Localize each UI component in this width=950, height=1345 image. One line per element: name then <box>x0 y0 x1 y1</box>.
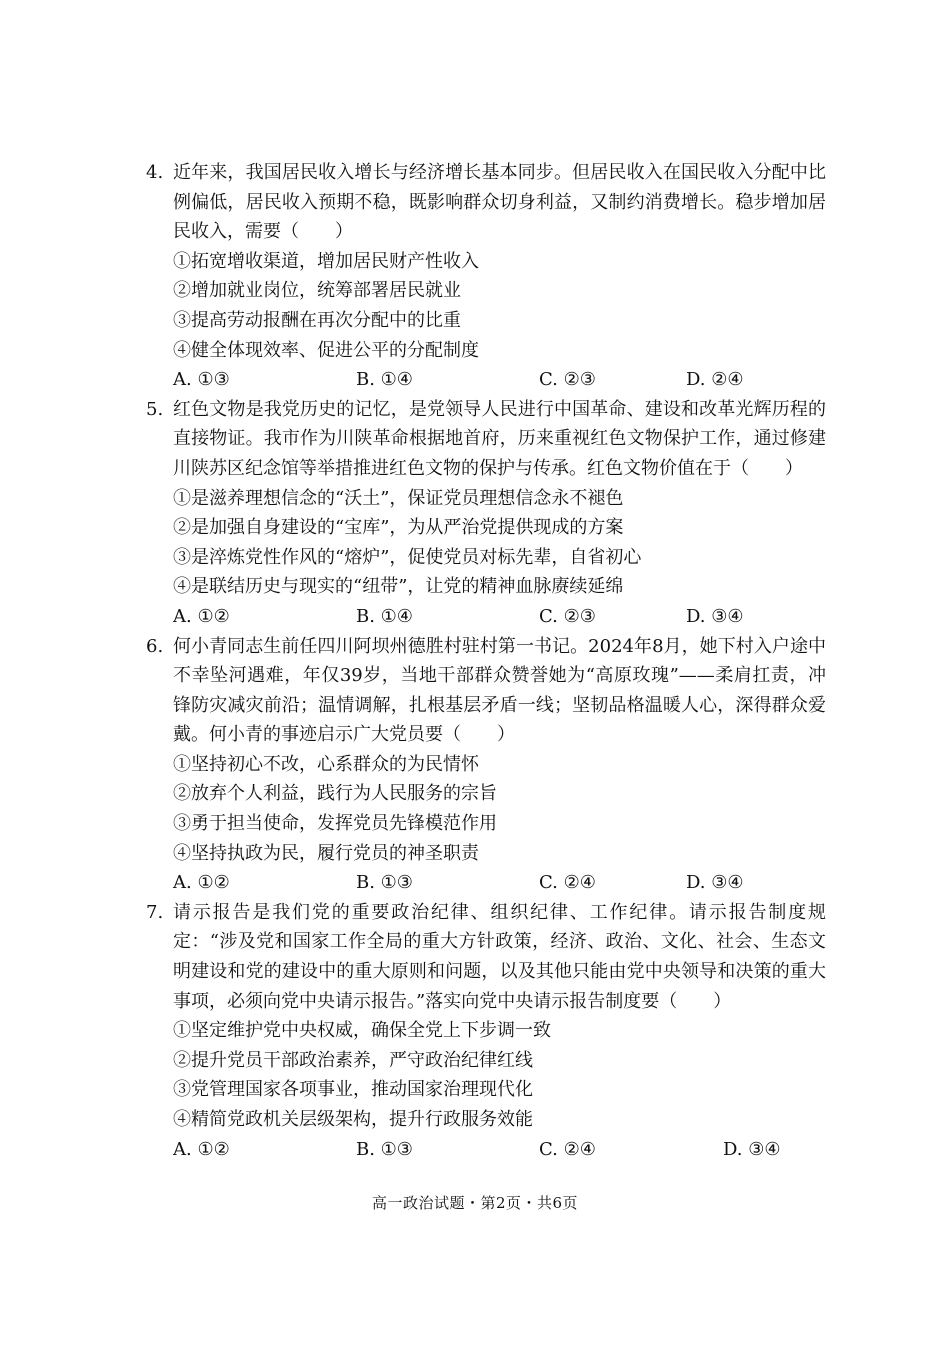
statement: ①是滋养理想信念的“沃土”，保证党员理想信念永不褪色 <box>173 487 624 509</box>
statement: ④精简党政机关层级架构，提升行政服务效能 <box>173 1109 533 1130</box>
answer-options <box>146 868 826 898</box>
option-a: A. ①② <box>173 1138 230 1160</box>
statement: ③党管理国家各项事业，推动国家治理现代化 <box>173 1079 533 1101</box>
option-d: D. ③④ <box>686 872 744 894</box>
option-c: C. ②④ <box>539 872 596 894</box>
statement: ②提升党员干部政治素养，严守政治纪律红线 <box>173 1049 533 1071</box>
statement: ①拓宽增收渠道，增加居民财产性收入 <box>173 250 479 272</box>
question-stem: 请示报告是我们党的重要政治纪律、组织纪律、工作纪律。请示报告制度规定：“涉及党和国家工作全局的重大方针政策，经济、政治、文化、社会、生态文明建设和党的建设中的重大原则和问题，以及其他只能由党中央领导和决策的重大事项，必须向党中央请示报告。”落实向党中央请示报告制度要（ ） <box>173 901 826 1012</box>
option-b: B. ①④ <box>356 369 413 391</box>
statement: ①坚定维护党中央权威，确保全党上下步调一致 <box>173 1020 551 1042</box>
answer-options <box>146 365 826 395</box>
question-number: 7. <box>146 901 164 923</box>
question-7-row <box>146 898 826 1016</box>
question-list <box>146 158 826 1164</box>
question-number: 5. <box>146 398 164 420</box>
option-a: A. ①③ <box>173 369 230 391</box>
question-stem: 何小青同志生前任四川阿坝州德胜村驻村第一书记。2024年8月，她下村入户途中不幸坠河遇难，年仅39岁，当地干部群众赞誉她为“高原玫瑰”——柔肩扛责，冲锋防灾减灾前沿；温情调解，扎根基层矛盾一线；坚韧品格温暖人心，深得群众爱戴。何小青的事迹启示广大党员要（ ） <box>173 635 826 746</box>
statement: ②放弃个人利益，践行为人民服务的宗旨 <box>173 783 497 805</box>
question-stem: 近年来，我国居民收入增长与经济增长基本同步。但居民收入在国民收入分配中比例偏低，居民收入预期不稳，既影响群众切身利益，又制约消费增长。稳步增加居民收入，需要（ ） <box>173 162 826 243</box>
statement: ②增加就业岗位，统筹部署居民就业 <box>173 280 461 302</box>
question-number: 4. <box>146 162 164 183</box>
statement: ①坚持初心不改，心系群众的为民情怀 <box>173 753 479 775</box>
option-d: D. ②④ <box>686 369 744 391</box>
option-c: C. ②③ <box>539 605 596 627</box>
page-footer: 高一政治试题・第2页・共6页 <box>371 1194 579 1212</box>
statement: ③勇于担当使命，发挥党员先锋模范作用 <box>173 813 497 835</box>
question-number: 6. <box>146 635 164 657</box>
question-6 <box>146 632 826 898</box>
statement: ③提高劳动报酬在再次分配中的比重 <box>173 309 461 331</box>
question-7 <box>146 898 826 1164</box>
statement: ④健全体现效率、促进公平的分配制度 <box>173 339 479 361</box>
question-4 <box>146 158 826 395</box>
question-4-row <box>146 158 826 247</box>
statement: ②是加强自身建设的“宝库”，为从严治党提供现成的方案 <box>173 517 624 539</box>
option-a: A. ①② <box>173 872 230 894</box>
question-stem: 红色文物是我党历史的记忆，是党领导人民进行中国革命、建设和改革光辉历程的直接物证。我市作为川陕革命根据地首府，历来重视红色文物保护工作，通过修建川陕苏区纪念馆等举措推进红色文物的保护与传承。红色文物价值在于（ ） <box>173 398 826 479</box>
question-6-row <box>146 632 826 750</box>
statement: ④是联结历史与现实的“纽带”，让党的精神血脉赓续延绵 <box>173 576 624 598</box>
option-d: D. ③④ <box>686 605 744 627</box>
option-c: C. ②③ <box>539 369 596 391</box>
statement: ④坚持执政为民，履行党员的神圣职责 <box>173 842 479 864</box>
answer-options <box>146 1135 826 1165</box>
option-b: B. ①④ <box>356 605 413 627</box>
answer-options <box>146 602 826 632</box>
option-d: D. ③④ <box>723 1138 781 1160</box>
option-c: C. ②④ <box>539 1138 596 1160</box>
question-5-row <box>146 395 826 484</box>
option-b: B. ①③ <box>356 1138 413 1160</box>
statement: ③是淬炼党性作风的“熔炉”，促使党员对标先辈，自省初心 <box>173 546 642 568</box>
option-b: B. ①③ <box>356 872 413 894</box>
question-5 <box>146 395 826 632</box>
option-a: A. ①② <box>173 605 230 627</box>
